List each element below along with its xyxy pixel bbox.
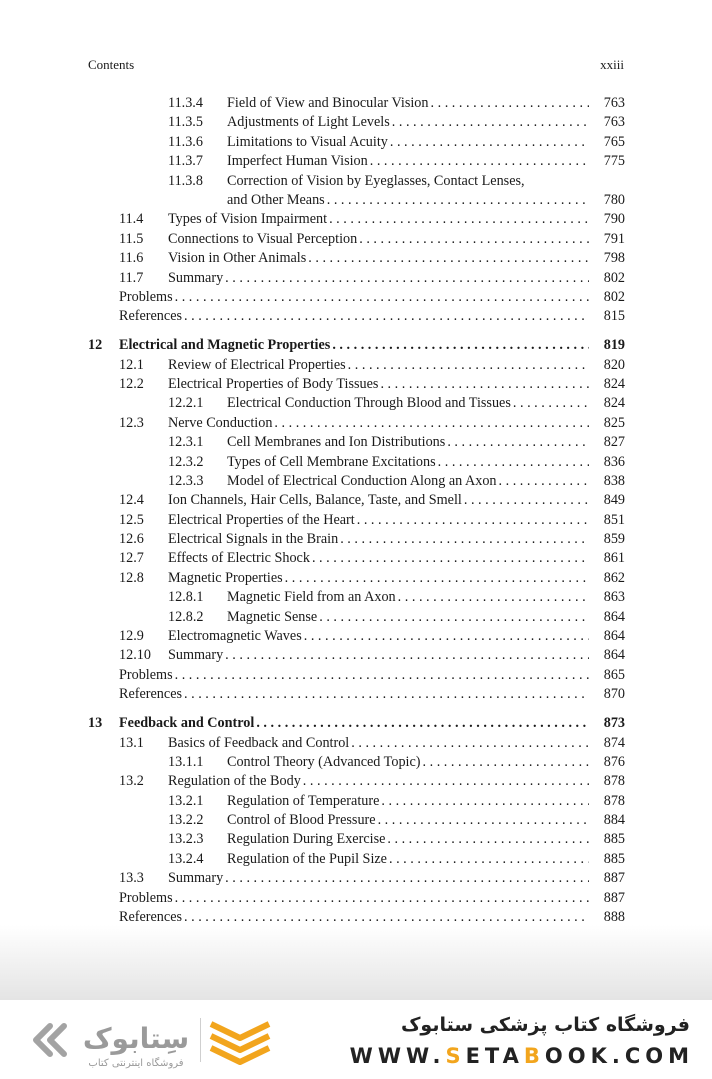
toc-entry-title: Electrical Properties of the Heart <box>168 511 355 528</box>
dot-leader <box>378 811 589 830</box>
toc-entry-page: 870 <box>603 686 625 703</box>
url-prefix: WWW. <box>349 1044 446 1068</box>
setabook-logo-text <box>28 1012 198 1070</box>
store-name: فروشگاه کتاب پزشکی ستابوک <box>400 1014 690 1036</box>
toc-backmatter-entry[interactable] <box>88 288 625 307</box>
toc-entry-title: Electrical Conduction Through Blood and Tissues <box>227 395 511 412</box>
toc-entry-page: 862 <box>603 569 625 586</box>
toc-entry-page: 775 <box>603 153 625 170</box>
toc-entry-title-line <box>119 889 625 908</box>
toc-sub-entry[interactable] <box>88 113 625 132</box>
toc-section-entry[interactable] <box>88 249 625 268</box>
toc-entry-title: Ion Channels, Hair Cells, Balance, Taste, and Smell <box>168 492 462 509</box>
toc-sub-entry[interactable] <box>88 453 625 472</box>
toc-sub-entry[interactable] <box>88 394 625 413</box>
toc-entry-page: 802 <box>603 288 625 305</box>
dot-leader <box>423 753 589 772</box>
toc-entry-page: 874 <box>603 734 625 751</box>
toc-entry-title: Vision in Other Animals <box>168 250 307 267</box>
toc-entry-page <box>597 172 625 191</box>
toc-entry-title: Basics of Feedback and Control <box>168 734 350 751</box>
toc-entry-title-line <box>119 685 625 704</box>
toc-entry-title: Control of Blood Pressure <box>227 812 376 829</box>
toc-entry-page: 876 <box>603 753 625 770</box>
toc-entry-title-line <box>227 608 625 627</box>
toc-entry-number: 12.4 <box>119 492 144 509</box>
dot-leader <box>340 530 589 549</box>
toc-entry-page: 824 <box>603 375 625 392</box>
toc-entry-title-line <box>227 472 625 491</box>
toc-entry-page: 888 <box>603 909 625 926</box>
toc-sub-entry[interactable] <box>88 792 625 811</box>
toc-entry-number: 12.1 <box>119 356 144 373</box>
toc-entry-title: Summary <box>168 269 224 286</box>
toc-entry-page: 838 <box>603 472 625 489</box>
toc-entry-title-line <box>227 152 625 171</box>
toc-entry-number: 12.7 <box>119 550 144 567</box>
toc-sub-entry[interactable] <box>88 133 625 152</box>
toc-entry-page: 864 <box>603 608 625 625</box>
toc-entry-page: 885 <box>603 831 625 848</box>
toc-entry-page: 864 <box>603 628 625 645</box>
toc-entry-page: 878 <box>603 773 625 790</box>
toc-entry-title-line <box>168 210 625 229</box>
toc-section-entry[interactable] <box>88 549 625 568</box>
toc-entry-title: Problems <box>119 666 173 683</box>
toc-entry-number: 13 <box>88 715 103 732</box>
toc-entry-page: 825 <box>603 414 625 431</box>
toc-section-entry[interactable] <box>88 230 625 249</box>
toc-entry-title-line <box>168 549 625 568</box>
toc-entry-title-line <box>168 646 625 665</box>
toc-entry-title-line <box>227 811 625 830</box>
toc-entry-title-line <box>227 394 625 413</box>
dot-leader <box>303 772 589 791</box>
dot-leader <box>308 249 589 268</box>
toc-entry-number: 11.3.4 <box>168 95 203 111</box>
toc-entry-title-line <box>227 792 625 811</box>
toc-entry-page: 878 <box>603 792 625 809</box>
toc-section-entry[interactable] <box>88 869 625 888</box>
toc-entry-title: References <box>119 686 183 703</box>
toc-entry-title: Cell Membranes and Ion Distributions <box>227 434 446 451</box>
dot-leader <box>312 549 589 568</box>
toc-entry-page: 887 <box>603 870 625 887</box>
dot-leader <box>285 569 589 588</box>
toc-entry-title-line <box>168 530 625 549</box>
toc-entry-title-line <box>168 230 625 249</box>
toc-entry-page: 885 <box>603 850 625 867</box>
toc-entry-number: 13.2.4 <box>168 850 204 867</box>
toc-entry-page: 851 <box>603 511 625 528</box>
toc-entry-title-line <box>227 113 625 132</box>
toc-entry-title-line <box>168 375 625 394</box>
logo-tagline: فروشگاه اینترنتی کتاب <box>88 1058 184 1069</box>
toc-section-entry[interactable] <box>88 356 625 375</box>
table-of-contents <box>88 94 625 927</box>
toc-entry-title: Regulation of the Body <box>168 773 301 790</box>
toc-entry-page: 865 <box>603 666 625 683</box>
toc-entry-title-line <box>227 453 625 472</box>
book-stack-icon <box>205 1014 275 1070</box>
toc-entry-number: 11.3.6 <box>168 133 203 150</box>
dot-leader <box>304 627 589 646</box>
toc-entry-page: 824 <box>603 395 625 412</box>
toc-sub-entry[interactable] <box>88 811 625 830</box>
toc-entry-title: Regulation of the Pupil Size <box>227 850 387 867</box>
dot-leader <box>348 356 589 375</box>
toc-entry-title: Feedback and Control <box>119 715 255 732</box>
toc-entry-number: 12.8.1 <box>168 589 204 606</box>
toc-section-entry[interactable] <box>88 772 625 791</box>
toc-entry-number: 12.5 <box>119 511 144 528</box>
toc-entry-page: 763 <box>603 95 625 111</box>
toc-sub-entry[interactable] <box>88 588 625 607</box>
toc-entry-number: 12.8.2 <box>168 608 204 625</box>
toc-entry-title-line <box>168 734 625 753</box>
dot-leader <box>387 830 589 849</box>
dot-leader <box>370 152 589 171</box>
toc-entry-page: 819 <box>603 337 625 354</box>
toc-entry-number: 12.2.1 <box>168 395 204 412</box>
dot-leader <box>351 734 589 753</box>
toc-section-entry[interactable] <box>88 569 625 588</box>
toc-sub-entry[interactable] <box>88 94 625 113</box>
dot-leader <box>389 850 589 869</box>
toc-entry-title-line <box>227 433 625 452</box>
toc-entry-number: 11.5 <box>119 230 144 247</box>
toc-entry-title: Field of View and Binocular Vision <box>227 95 429 111</box>
toc-entry-title: Types of Vision Impairment <box>168 211 328 228</box>
toc-section-entry[interactable] <box>88 627 625 646</box>
toc-sub-entry[interactable] <box>88 433 625 452</box>
toc-entry-number: 11.6 <box>119 250 144 267</box>
dot-leader <box>392 113 589 132</box>
toc-sub-entry[interactable] <box>88 472 625 491</box>
toc-entry-title: Limitations to Visual Acuity <box>227 133 388 150</box>
toc-entry-title-line <box>168 772 625 791</box>
toc-entry-number: 12 <box>88 337 103 354</box>
store-banner <box>0 1000 712 1079</box>
dot-leader <box>225 269 589 288</box>
toc-chapter-entry[interactable] <box>88 336 625 355</box>
toc-section-entry[interactable] <box>88 375 625 394</box>
toc-entry-number: 12.6 <box>119 531 144 548</box>
dot-leader <box>447 433 589 452</box>
toc-entry-number: 12.10 <box>119 647 151 664</box>
toc-sub-entry[interactable] <box>88 152 625 171</box>
toc-entry-title-line <box>227 753 625 772</box>
toc-entry-title: Control Theory (Advanced Topic) <box>227 753 421 770</box>
toc-entry-number: 11.3.5 <box>168 114 203 131</box>
toc-entry-title-line <box>119 714 625 733</box>
toc-entry-title: Problems <box>119 889 173 906</box>
toc-entry-title: Magnetic Field from an Axon <box>227 589 396 606</box>
page-edge-shadow <box>0 925 712 1000</box>
dot-leader <box>359 230 589 249</box>
toc-entry-page: 802 <box>603 269 625 286</box>
toc-backmatter-entry[interactable] <box>88 685 625 704</box>
toc-entry-page: 863 <box>603 589 625 606</box>
toc-entry-title: Correction of Vision by Eyeglasses, Contact Lenses, <box>227 172 525 189</box>
toc-entry-number: 11.4 <box>119 211 144 228</box>
toc-section-entry[interactable] <box>88 530 625 549</box>
dot-leader <box>225 869 589 888</box>
toc-entry-title-line <box>168 249 625 268</box>
header-page-number: xxiii <box>600 57 624 72</box>
toc-sub-entry[interactable] <box>88 191 625 210</box>
toc-entry-title-line <box>168 356 625 375</box>
dot-leader <box>175 288 589 307</box>
toc-entry-number: 11.3.8 <box>168 172 203 189</box>
dot-leader <box>175 666 589 685</box>
toc-entry-title: Adjustments of Light Levels <box>227 114 390 131</box>
dot-leader <box>381 792 589 811</box>
toc-entry-page: 827 <box>603 434 625 451</box>
toc-entry-page: 790 <box>603 211 625 228</box>
toc-entry-title-line <box>119 288 625 307</box>
toc-entry-title: Nerve Conduction <box>168 414 273 431</box>
toc-entry-page: 864 <box>603 647 625 664</box>
toc-section-entry[interactable] <box>88 491 625 510</box>
dot-leader <box>499 472 589 491</box>
dot-leader <box>464 491 589 510</box>
toc-sub-entry[interactable] <box>88 608 625 627</box>
toc-entry-title-line <box>227 588 625 607</box>
toc-entry-page: 780 <box>603 191 625 208</box>
toc-section-entry[interactable] <box>88 269 625 288</box>
toc-entry-page: 798 <box>603 250 625 267</box>
toc-entry-title: Magnetic Sense <box>227 608 318 625</box>
logo-divider <box>200 1018 201 1062</box>
url-accent-b: B <box>523 1044 545 1068</box>
toc-entry-number: 12.3 <box>119 414 144 431</box>
dot-leader <box>398 588 589 607</box>
toc-entry-title: Summary <box>168 647 224 664</box>
toc-entry-title: Types of Cell Membrane Excitations <box>227 453 436 470</box>
dot-leader <box>357 511 589 530</box>
toc-entry-page: 763 <box>603 114 625 131</box>
toc-entry-title: Review of Electrical Properties <box>168 356 346 373</box>
dot-leader <box>329 210 589 229</box>
toc-backmatter-entry[interactable] <box>88 666 625 685</box>
toc-entry-title: Summary <box>168 870 224 887</box>
dot-leader <box>175 889 589 908</box>
toc-entry-title-line <box>168 869 625 888</box>
toc-entry-number: 13.1.1 <box>168 753 204 770</box>
toc-entry-title-line <box>119 336 625 355</box>
toc-sub-entry[interactable] <box>88 850 625 869</box>
toc-section-entry[interactable] <box>88 646 625 665</box>
toc-entry-title: Problems <box>119 288 173 305</box>
dot-leader <box>225 646 589 665</box>
toc-entry-page: 791 <box>603 230 625 247</box>
toc-entry-title: References <box>119 909 183 926</box>
toc-entry-title-line <box>227 191 625 210</box>
toc-entry-page: 884 <box>603 812 625 829</box>
toc-entry-title-line <box>168 269 625 288</box>
running-header <box>88 57 624 73</box>
toc-entry-number: 12.9 <box>119 628 144 645</box>
dot-leader <box>332 336 589 355</box>
dot-leader <box>184 685 589 704</box>
toc-entry-title: and Other Means <box>227 191 325 208</box>
dot-leader <box>390 133 589 152</box>
url-accent-s: S <box>445 1044 466 1068</box>
toc-entry-page: 765 <box>603 133 625 150</box>
toc-section-entry[interactable] <box>88 414 625 433</box>
toc-entry-number: 13.2 <box>119 773 144 790</box>
toc-entry-title-line <box>227 94 625 113</box>
toc-entry-title-line <box>168 627 625 646</box>
toc-entry-title-line <box>227 172 625 191</box>
url-mid: ETA <box>465 1044 524 1068</box>
toc-entry-number: 12.3.1 <box>168 434 204 451</box>
toc-entry-page: 836 <box>603 453 625 470</box>
dot-leader <box>319 608 589 627</box>
toc-entry-title-line <box>227 850 625 869</box>
toc-entry-page: 820 <box>603 356 625 373</box>
toc-entry-page: 859 <box>603 531 625 548</box>
toc-entry-title: Model of Electrical Conduction Along an Axon <box>227 472 497 489</box>
toc-entry-title: Regulation During Exercise <box>227 831 386 848</box>
dot-leader <box>438 453 589 472</box>
dot-leader <box>513 394 589 413</box>
toc-entry-title: Electrical Signals in the Brain <box>168 531 339 548</box>
toc-entry-number: 12.3.2 <box>168 453 204 470</box>
dot-leader <box>431 94 590 113</box>
header-title: Contents <box>88 57 135 72</box>
toc-entry-title: Electrical Properties of Body Tissues <box>168 375 379 392</box>
toc-entry-number: 13.1 <box>119 734 144 751</box>
toc-entry-number: 13.2.3 <box>168 831 204 848</box>
toc-entry-title: References <box>119 308 183 325</box>
dot-leader <box>184 307 589 326</box>
toc-chapter-entry[interactable] <box>88 714 625 733</box>
toc-backmatter-entry[interactable] <box>88 307 625 326</box>
dot-leader <box>256 714 589 733</box>
toc-entry-title-line <box>168 414 625 433</box>
store-url[interactable] <box>350 1044 694 1068</box>
toc-entry-number: 11.7 <box>119 269 144 286</box>
toc-entry-number: 12.2 <box>119 375 144 392</box>
toc-entry-title-line <box>119 666 625 685</box>
toc-entry-title: Electromagnetic Waves <box>168 628 302 645</box>
toc-entry-title: Imperfect Human Vision <box>227 153 368 170</box>
toc-entry-title: Electrical and Magnetic Properties <box>119 337 331 354</box>
toc-entry-number: 11.3.7 <box>168 153 203 170</box>
toc-sub-entry[interactable] <box>88 830 625 849</box>
toc-entry-title: Magnetic Properties <box>168 569 283 586</box>
toc-entry-number: 13.3 <box>119 870 144 887</box>
toc-entry-title: Regulation of Temperature <box>227 792 380 809</box>
toc-sub-entry[interactable] <box>88 172 625 191</box>
toc-entry-title-line <box>168 511 625 530</box>
toc-entry-title: Effects of Electric Shock <box>168 550 310 567</box>
toc-entry-number: 12.8 <box>119 569 144 586</box>
toc-entry-number: 13.2.2 <box>168 812 204 829</box>
toc-section-entry[interactable] <box>88 734 625 753</box>
toc-entry-number: 12.3.3 <box>168 472 204 489</box>
toc-entry-title-line <box>168 491 625 510</box>
toc-section-entry[interactable] <box>88 511 625 530</box>
toc-entry-number: 13.2.1 <box>168 792 204 809</box>
toc-sub-entry[interactable] <box>88 753 625 772</box>
toc-entry-title-line <box>119 307 625 326</box>
toc-entry-title-line <box>168 569 625 588</box>
dot-leader <box>380 375 589 394</box>
toc-entry-title: Connections to Visual Perception <box>168 230 358 247</box>
logo-wordmark: سِتابوک <box>82 1022 190 1055</box>
toc-entry-title-line <box>227 830 625 849</box>
toc-entry-page: 887 <box>603 889 625 906</box>
dot-leader <box>327 191 589 210</box>
toc-entry-page: 849 <box>603 492 625 509</box>
dot-leader <box>274 414 589 433</box>
url-suffix: OOK.COM <box>544 1044 694 1068</box>
toc-section-entry[interactable] <box>88 210 625 229</box>
toc-backmatter-entry[interactable] <box>88 889 625 908</box>
toc-entry-page: 873 <box>603 715 625 732</box>
toc-entry-title-line <box>227 133 625 152</box>
toc-entry-page: 861 <box>603 550 625 567</box>
toc-entry-page: 815 <box>603 308 625 325</box>
